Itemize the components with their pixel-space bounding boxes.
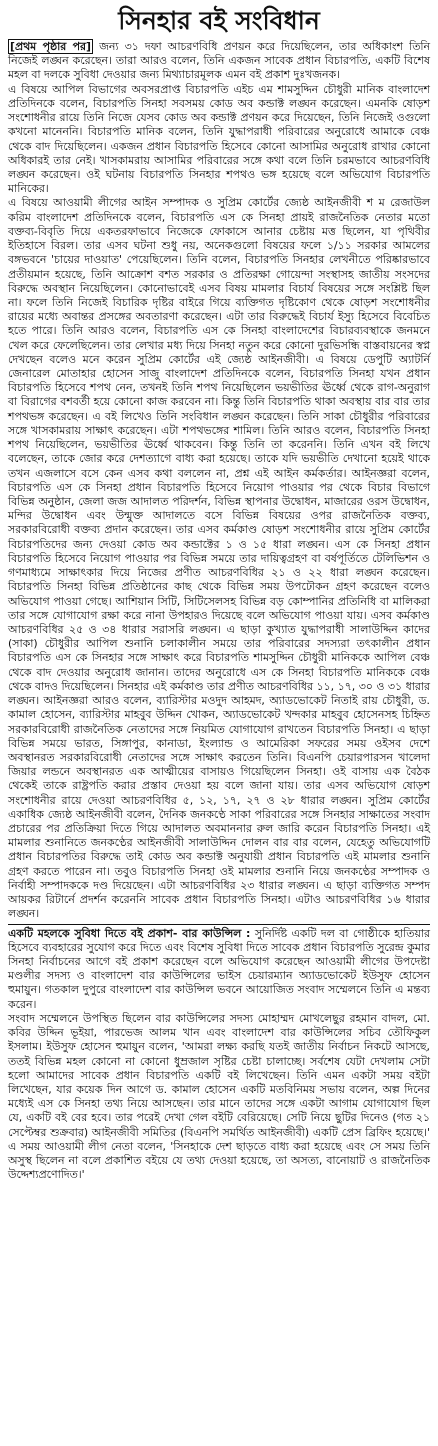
paragraph-rezaul-karim: এ বিষয়ে আওয়ামী লীগের আইন সম্পাদক ও সুপ্রিম কোর্টের জ্যেষ্ঠ আইনজীবী শ ম রেজাউল করিম বাংলাদেশ প্রতিদিনকে বলেন, বিচারপতি এস কে সিনহা প্রায়ই রাজনৈতিক নেতার মতো বক্তব্য-বিবৃতি দিয়ে একতরফাভাবে নিজেকে ফোকাসে আনার চেষ্টায় মত্ত ছিলেন, যা পৃথিবীর ইতিহাসে বিরল। তার এসব ঘটনা শুধু নয়, অনেকগুলো বিষয়ের ফলে ১/১১ সরকার আমলের বঙ্গভবনে 'চায়ের দাওয়াত' পেয়েছিলেন। তিনি বলেন, বিচারপতি সিনহার লেখনীতে পরিষ্কারভাবে প্রতীয়মান হয়েছে, তিনি আক্রোশ বশত সরকার ও প্রতিরক্ষা গোয়েন্দা সংস্থাসহ জাতীয় সংসদের বিরুদ্ধে অবস্থান নিয়েছিলেন। কোনোভাবেই এসব বিষয় মামলার বিচার্য বিষয়ের সঙ্গে সংশ্লিষ্ট ছিল না। ফলে তিনি নিজেই বিচারিক দৃষ্টির বাইরে গিয়ে ব্যক্তিগত দৃষ্টিকোণ থেকে ষোড়শ সংশোধনীর রায়ের মধ্যে অবান্তর প্রসঙ্গের অবতারণা করেছেন। এটা তার বিরুদ্ধেই বিচার্য ইস্যু হিসেবে বিবেচিত হতে পারে। তিনি আরও বলেন, বিচারপতি এস কে সিনহা বাংলাদেশের বিচারব্যবস্থাকে জনমনে খেল করে ফেলেছিলেন। তার লেখার মধ্য দিয়ে সিনহা নতুন করে কোনো দুরভিসন্ধি বাস্তবায়নের স্বপ্ন দেখছেন বলেও মনে করেন সুপ্রিম কোর্টের এই জ্যেষ্ঠ আইনজীবী। এ বিষয়ে ডেপুটি অ্যাটর্নি জেনারেল মোতাহার হোসেন সাজু বাংলাদেশ প্রতিদিনকে বলেন, বিচারপতি সিনহা যখন প্রধান বিচারপতি হিসেবে শপথ নেন, তখনই তিনি শপথ নিয়েছিলেন ভয়ভীতির ঊর্ধ্বে থেকে রাগ-অনুরাগ বা বিরাগের বশবর্তী হয়ে কোনো কাজ করবেন না। কিন্তু তিনি বিচারপতি থাকা অবস্থায় বার বার তার শপথভঙ্গ করেছেন। এ বই লিখেও তিনি সংবিধান লঙ্ঘন করেছেন। তিনি সাকা চৌধুরীর পরিবারের সঙ্গে খাসকামরায় সাক্ষাৎ করেছেন। এটা শপথভঙ্গের শামিল। তিনি আরও বলেন, বিচারপতি সিনহা শপথ নিয়েছিলেন, ভয়ভীতির ঊর্ধ্বে থাকবেন। কিন্তু তিনি তা করেননি। তিনি এখন বই লিখে বলেছেন, তাকে জোর করে দেশত্যাগে বাধ্য করা হয়েছে। তাকে যদি ভয়ভীতি দেখানো হয়েই থাকে তখন এজলাসে বসে কেন এসব কথা বললেন না, প্রশ্ন এই আইন কর্মকর্তার। আইনজ্ঞরা বলেন, বিচারপতি এস কে সিনহা প্রধান বিচারপতি হিসেবে নিয়োগ পাওয়ার পর থেকে বিচার বিভাগে বিভিন্ন অনুষ্ঠান, জেলা জজ আদালত পরিদর্শন, বিভিন্ন স্থাপনার উদ্বোধন, মাজারের ওরস উদ্বোধন, মন্দির উদ্বোধন এবং উন্মুক্ত আদালতে বসে বিভিন্ন বিষয়ের ওপর রাজনৈতিক বক্তব্য, সরকারবিরোধী বক্তব্য প্রদান করেছেন। তার এসব কর্মকাণ্ড ষোড়শ সংশোধনীর রায়ে সুপ্রিম কোর্টের বিচারপতিদের জন্য দেওয়া কোড অব কন্ডাক্টের ১ ও ১৫ ধারা লঙ্ঘন। এস কে সিনহা প্রধান বিচারপতি হিসেবে নিয়োগ পাওয়ার পর বিভিন্ন সময়ে তার দায়িত্বগ্রহণ বা বর্ষপূর্তিতে টেলিভিশন ও গণমাধ্যমে সাক্ষাৎকার দিয়ে নিজের প্রণীত আচরণবিধির ২১ ও ২২ ধারা লঙ্ঘন করেছেন। বিচারপতি সিনহা বিভিন্ন প্রতিষ্ঠানের কাছ থেকে বিভিন্ন সময় উপঢৌকন গ্রহণ করেছেন বলেও অভিযোগ পাওয়া গেছে। আশিয়ান সিটি, সিটিসেলসহ বিভিন্ন বড় কোম্পানির প্রতিনিধি বা মালিকরা তার সঙ্গে যোগাযোগ রক্ষা করে নানা উপহারও দিয়েছে বলে অভিযোগ পাওয়া যায়। এসব কর্মকাণ্ড আচরণবিধির ২৫ ও ৩৪ ধারার সরাসরি লঙ্ঘন। এ ছাড়া কুখ্যাত যুদ্ধাপরাধী সালাউদ্দিন কাদের (সাকা) চৌধুরীর আপিল শুনানি চলাকালীন সময়ে তার পরিবারের সদস্যরা তৎকালীন প্রধান বিচারপতি এস কে সিনহার সঙ্গে সাক্ষাৎ করে বিচারপতি শামসুদ্দিন চৌধুরী মানিককে আপিল বেঞ্চ থেকে বাদ দেওয়ার অনুরোধ জানান। তাদের অনুরোধে এস কে সিনহা বিচারপতি মানিককে বেঞ্চ থেকে বাদও দিয়েছিলেন। সিনহার এই কর্মকাণ্ড তার প্রণীত আচরণবিধির ১১, ১৭, ৩০ ও ৩১ ধারার লঙ্ঘন। আইনজ্ঞরা আরও বলেন, ব্যারিস্টার মওদুদ আহমদ, অ্যাডভোকেট নিতাই রায় চৌধুরী, ড. কামাল হোসেন, ব্যারিস্টার মাহবুব উদ্দিন খোকন, অ্যাডভোকেট খন্দকার মাহবুব হোসেনসহ চিহ্নিত সরকারবিরোধী রাজনৈতিক নেতাদের সঙ্গে নিয়মিত যোগাযোগ রাখতেন বিচারপতি সিনহা। এ ছাড়া বিভিন্ন সময়ে ভারত, সিঙ্গাপুর, কানাডা, ইংল্যান্ড ও আমেরিকা সফরের সময় ওইসব দেশে অবস্থানরত সরকারবিরোধী নেতাদের সঙ্গে সাক্ষাৎ করতেন তিনি। বিএনপি চেয়ারপারসন খালেদা জিয়ার লন্ডনে অবস্থানরত এক আত্মীয়ের বাসায়ও গিয়েছিলেন সিনহা। ওই বাসায় এক বৈঠক থেকেই তাকে রাষ্ট্রপতি করার প্রস্তাব দেওয়া হয় বলে জানা যায়। তার এসব অভিযোগ ষোড়শ সংশোধনীর রায়ে দেওয়া আচরণবিধির ৫, ১২, ১৭, ২৭ ও ২৮ ধারার লঙ্ঘন। সুপ্রিম কোর্টের একাধিক জ্যেষ্ঠ আইনজীবী বলেন, দৈনিক জনকণ্ঠে সাকা পরিবারের সঙ্গে সিনহার সাক্ষাতের সংবাদ প্রচারের পর প্রতিক্রিয়া দিতে গিয়ে আদালত অবমাননার রুল জারি করেন বিচারপতি সিনহা। এই মামলার শুনানিতে জনকণ্ঠের আইনজীবী সালাউদ্দিন দোলন বার বার বলেন, যেহেতু অভিযোগটি প্রধান বিচারপতির বিরুদ্ধে তাই কোড অব কন্ডাক্ট অনুযায়ী প্রধান বিচারপতি এই মামলার শুনানি গ্রহণ করতে পারেন না। তবুও বিচারপতি সিনহা ওই মামলার শুনানি নিয়ে জনকণ্ঠের সম্পাদক ও নির্বাহী সম্পাদককে দণ্ড দিয়েছেন। এটা আচরণবিধির ২৩ ধারার লঙ্ঘন। এ ছাড়া ব্যক্তিগত সম্পদ আয়কর রিটার্নে প্রদর্শন করেননি সাবেক প্রধান বিচারপতি সিনহা। এটাও আচরণবিধির ১৬ ধারার লঙ্ঘন। — [8, 196, 430, 921]
paragraph-continuation — [8, 40, 430, 83]
continued-from-tag: [প্রথম পৃষ্ঠার পর] — [10, 40, 92, 53]
section-divider — [8, 924, 430, 925]
paragraph-press-conference: সংবাদ সম্মেলনে উপস্থিত ছিলেন বার কাউন্সিলের সদস্য মোহাম্মদ মোখলেছুর রহমান বাদল, মো. কবির উদ্দিন ভূইয়া, পারভেজ আলম খান এবং বাংলাদেশ বার কাউন্সিলের সচিব তৌফিকুল ইসলাম। ইউসুফ হোসেন হুমায়ুন বলেন, 'আমরা লক্ষ্য করছি যতই জাতীয় নির্বাচন নিকটে আসছে, ততই বিভিন্ন মহল কোনো না কোনো ধুম্রজাল সৃষ্টির চেষ্টা চালাচ্ছে। সর্বশেষ যেটা দেখলাম সেটা হলো আমাদের সাবেক প্রধান বিচারপতি একটি বই লিখেছেন। তিনি এমন একটা সময় বইটা লিখেছেন, যার কয়েক দিন আগে ড. কামাল হোসেন একটি মতবিনিময় সভায় বলেন, অল্প দিনের মধ্যেই এস কে সিনহা তথ্য নিয়ে আসছেন। তার মানে তাদের সঙ্গে একটা আগাম যোগাযোগ ছিল যে, একটি বই বের হবে। তার পরেই দেখা গেল বইটি বেরিয়েছে। সেটি নিয়ে ছুটির দিনেও (গত ২১ সেপ্টেম্বর শুক্রবার) আইনজীবী সমিতির (বিএনপি সমর্থিত আইনজীবী) একটি প্রেস ব্রিফিং হয়েছে।' এ সময় আওয়ামী লীগ নেতা বলেন, 'সিনহাকে দেশ ছাড়তে বাধ্য করা হয়েছে এবং সে সময় তিনি অসুস্থ ছিলেন না বলে প্রকাশিত বইয়ে যে তথ্য দেওয়া হয়েছে, তা অসত্য, বানোয়াট ও রাজনৈতিক উদ্দেশ্যপ্রণোদিত।' — [8, 1011, 430, 1182]
paragraph-text: সুনির্দিষ্ট একটি দল বা গোষ্ঠীকে হাতিয়ার হিসেবে ব্যবহারের সুযোগ করে দিতে এবং বিশেষ সুবিধা দিতে সাবেক প্রধান বিচারপতি সুরেন্দ্র কুমার সিনহা নির্বাচনের আগে বই প্রকাশ করেছেন বলে অভিযোগ করেছেন আওয়ামী লীগের উপদেষ্টা মণ্ডলীর সদস্য ও বাংলাদেশ বার কাউন্সিলের ভাইস চেয়ারম্যান অ্যাডভোকেট ইউসুফ হোসেন হুমায়ুন। গতকাল দুপুরে বাংলাদেশ বার কাউন্সিল ভবনে আয়োজিত সংবাদ সম্মেলনে তিনি এ মন্তব্য করেন। — [8, 926, 431, 1011]
paragraph-manik: এ বিষয়ে আপিল বিভাগের অবসরপ্রাপ্ত বিচারপতি এইচ এম শামসুদ্দিন চৌধুরী মানিক বাংলাদেশ প্রতিদিনকে বলেন, বিচারপতি সিনহা সবসময় কোড অব কন্ডাক্ট লঙ্ঘন করেছেন। এমনকি ষোড়শ সংশোধনীর রায়ে তিনি নিজে যেসব কোড অব কন্ডাক্ট প্রণয়ন করে দিয়েছেন, তিনি নিজেই ওগুলো কখনো মানেননি। বিচারপতি মানিক বলেন, তিনি যুদ্ধাপরাধী পরিবারের অনুরোধে আমাকে বেঞ্চ থেকে বাদ দিয়েছিলেন। একজন প্রধান বিচারপতি হিসেবে কোনো আসামির অনুরোধ রাখার কোনো অধিকারই তার নেই। খাসকামরায় আসামির পরিবারের সঙ্গে কথা বলে তিনি চরমভাবে আচরণবিধি লঙ্ঘন করেছেন। ওই ঘটনায় বিচারপতি সিনহার শপথও ভঙ্গ হয়েছে বলে অভিযোগ বিচারপতি মানিকের। — [8, 82, 430, 196]
article-body — [8, 40, 430, 1183]
headline: সিনহার বই সংবিধান — [118, 6, 320, 35]
paragraph-bar-council — [8, 927, 430, 1012]
subheading: একটি মহলকে সুবিধা দিতে বই প্রকাশ- বার কাউন্সিল : — [8, 926, 251, 940]
paragraph-text: জন্য ৩১ দফা আচরণবিধি প্রণয়ন করে দিয়েছিলেন, তার অধিকাংশ তিনি নিজেই লঙ্ঘন করেছেন। তারা আরও বলেন, তিনি একজন সাবেক প্রধান বিচারপতি, একটি বিশেষ মহল বা দলকে সুবিধা দেওয়ার জন্য মিথ্যাচারমূলক এমন বই প্রকাশ দুঃখজনক। — [8, 40, 430, 82]
